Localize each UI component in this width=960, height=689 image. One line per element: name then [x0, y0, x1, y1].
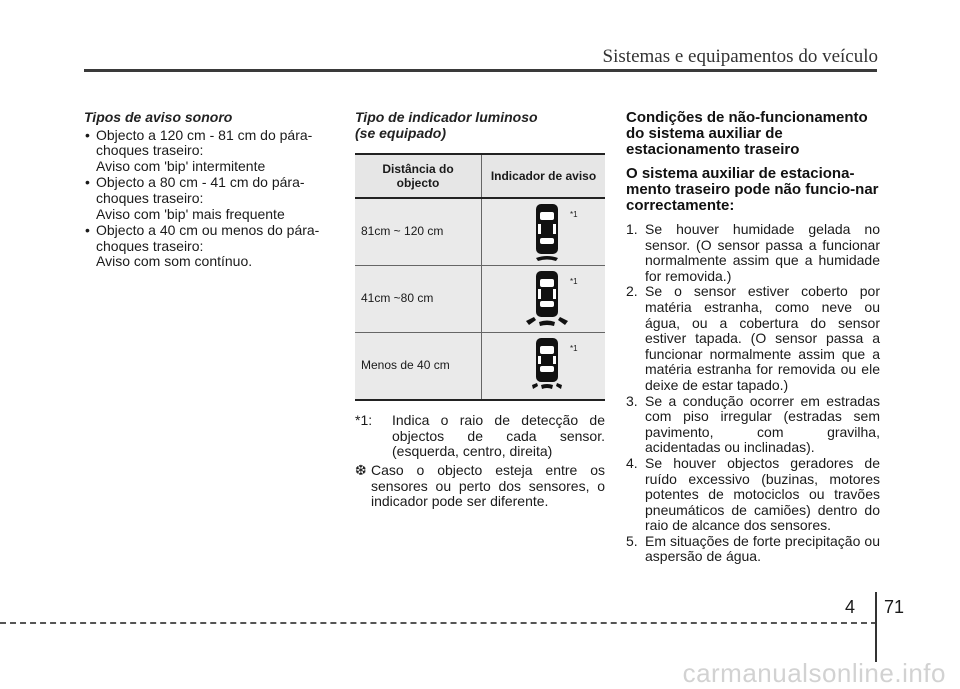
list-item — [84, 175, 334, 222]
caution-text: Caso o objecto esteja entre os sensores ou perto dos sensores, o indicador pode ser diferente. — [371, 461, 605, 510]
indicator-header: Indicador de aviso — [482, 154, 606, 198]
note-marker: *1 — [570, 344, 578, 354]
bullet-line: choques traseiro: — [96, 237, 204, 254]
distance-cell: 81cm ~ 120 cm — [355, 198, 482, 266]
beep-types-heading: Tipos de aviso sonoro — [84, 109, 233, 125]
site-watermark: carmanualsonline.info — [682, 658, 946, 688]
caution-note — [355, 463, 605, 510]
bullet-line: • Objecto a 40 cm ou menos do pára- — [96, 222, 320, 239]
footer-rule — [0, 622, 877, 624]
header-text: Distância do — [382, 162, 454, 177]
beep-types-column — [84, 110, 334, 271]
bullet-line: • Objecto a 120 cm - 81 cm do pára- — [96, 126, 313, 143]
non-function-column — [626, 110, 880, 565]
table-row — [355, 198, 605, 266]
car-sensor-icon — [522, 202, 572, 264]
footnote — [355, 413, 605, 460]
list-item — [84, 128, 334, 175]
indicator-cell — [482, 266, 606, 333]
distance-header — [355, 154, 482, 198]
list-item — [84, 223, 334, 270]
beep-types-list — [84, 128, 334, 270]
indicator-table — [355, 153, 605, 401]
car-sensor-icon — [522, 269, 572, 331]
indicator-cell — [482, 333, 606, 401]
page-divider — [875, 592, 877, 662]
malfunction-heading: O sistema auxiliar de estaciona-mento traseiro pode não funcio-nar correctamente: — [626, 165, 879, 214]
note-marker: *1 — [570, 277, 578, 287]
bullet-line: choques traseiro: — [96, 189, 204, 206]
light-indicator-heading: Tipo de indicador luminoso — [355, 109, 538, 125]
item-number: 5. — [626, 532, 638, 549]
footnote-text: Indica o raio de detecção de objectos de cada sensor. (esquerda, centro, direita) — [392, 412, 605, 460]
list-item — [626, 222, 880, 284]
caution-icon: ❆ — [355, 461, 367, 478]
bullet-line: Aviso com som contínuo. — [96, 253, 253, 270]
item-number: 3. — [626, 392, 638, 409]
table-row — [355, 333, 605, 401]
item-text: Em situações de forte precipitação ou aspersão de água. — [645, 532, 880, 565]
light-indicator-column — [355, 110, 605, 510]
indicator-cell — [482, 198, 606, 266]
table-row — [355, 266, 605, 333]
item-number: 4. — [626, 454, 638, 471]
light-indicator-heading-sub: (se equipado) — [355, 124, 447, 141]
bullet-line: • Objecto a 80 cm - 41 cm do pára- — [96, 174, 305, 191]
conditions-list — [626, 222, 880, 565]
item-text: Se houver humidade gelada no sensor. (O sensor passa a funcionar normalmente assim que a humidade for removida.) — [645, 221, 880, 284]
item-text: Se a condução ocorrer em estradas com piso irregular (estradas sem pavimento, com gravilha, acidentadas ou inclinadas). — [645, 392, 880, 456]
item-text: Se o sensor estiver coberto por matéria estranha, como neve ou água, ou a cobertura do sensor estiver tapada. (O sensor passa a funcionar normalmente assim que a matéria estranha for removida ou ele deixe de estar tapado.) — [645, 283, 880, 393]
table-header-row — [355, 154, 605, 198]
non-function-heading: Condições de não-funcionamento do sistema auxiliar de estacionamento traseiro — [626, 109, 868, 158]
distance-cell: 41cm ~80 cm — [355, 266, 482, 333]
item-number: 2. — [626, 283, 638, 300]
note-marker: *1 — [570, 210, 578, 220]
item-text: Se houver objectos geradores de ruído excessivo (buzinas, motores potentes de motociclos ou travões pneumáticos de camiões) dentro do raio de alcance dos sensores. — [645, 454, 880, 534]
chapter-number: 4 — [845, 597, 856, 617]
list-item — [626, 394, 880, 456]
header-rule — [84, 69, 877, 72]
list-item — [626, 534, 880, 565]
bullet-line: Aviso com 'bip' intermitente — [96, 157, 266, 174]
list-item — [626, 284, 880, 393]
footnote-marker: *1: — [355, 412, 373, 429]
header-text: objecto — [396, 176, 440, 191]
bullet-line: Aviso com 'bip' mais frequente — [96, 205, 285, 222]
item-number: 1. — [626, 221, 638, 237]
section-title: Sistemas e equipamentos do veículo — [602, 46, 878, 67]
list-item — [626, 456, 880, 534]
bullet-line: choques traseiro: — [96, 142, 204, 159]
page-number: 71 — [884, 597, 905, 617]
distance-cell: Menos de 40 cm — [355, 333, 482, 401]
car-sensor-icon — [522, 336, 572, 398]
